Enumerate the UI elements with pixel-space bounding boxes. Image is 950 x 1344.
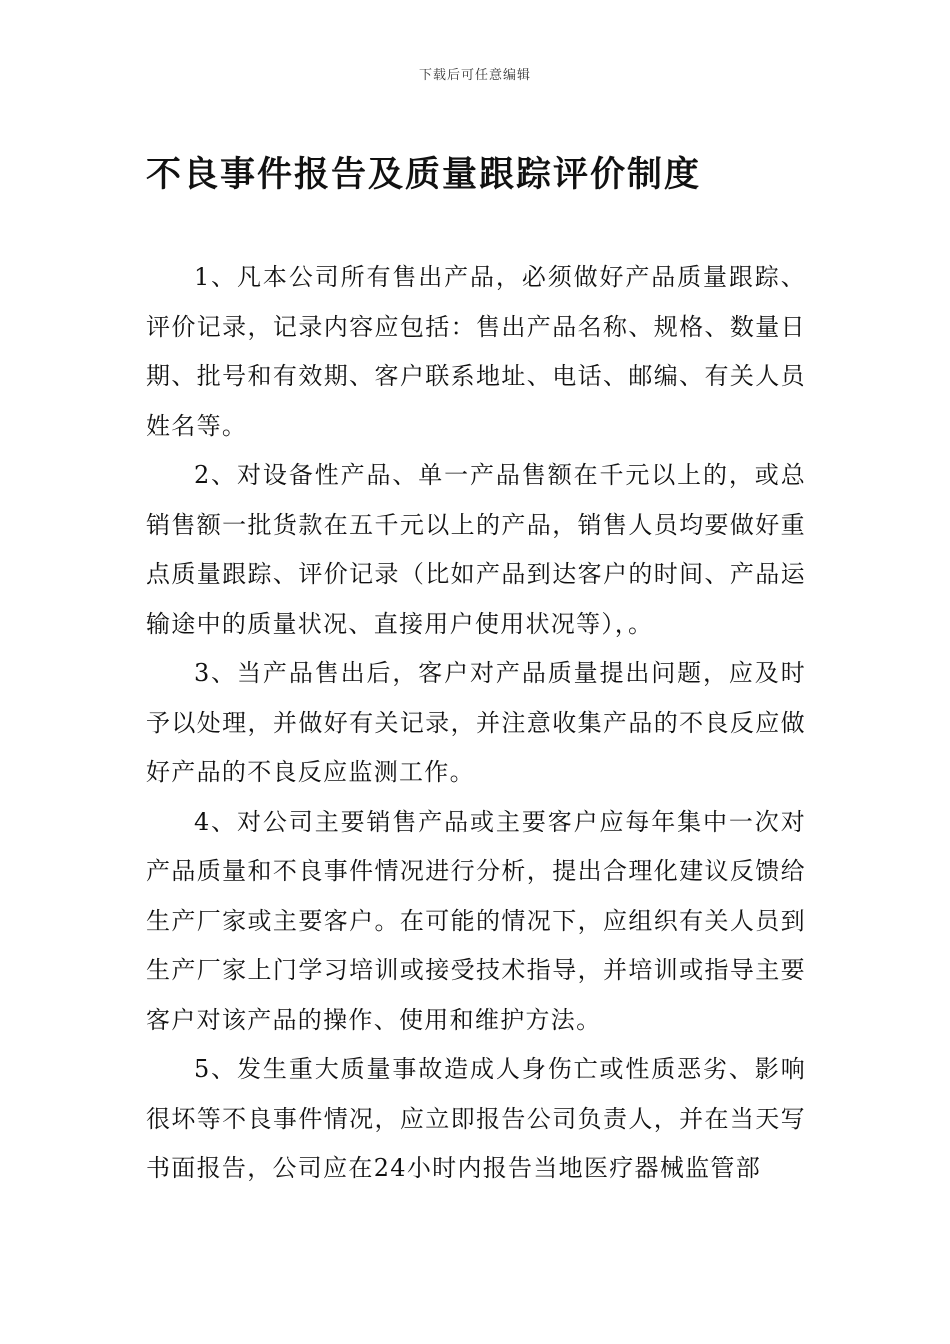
paragraph-2: 2、对设备性产品、单一产品售额在千元以上的，或总销售额一批货款在五千元以上的产品，销售人员均要做好重点质量跟踪、评价记录（比如产品到达客户的时间、产品运输途中的质量状况、直接用户使用状况等），。 [146, 461, 806, 638]
header-note: 下载后可任意编辑 [418, 68, 531, 83]
paragraph-1: 1、凡本公司所有售出产品，必须做好产品质量跟踪、评价记录，记录内容应包括：售出产品名称、规格、数量日期、批号和有效期、客户联系地址、电话、邮编、有关人员姓名等。 [146, 263, 806, 440]
paragraph-4: 4、对公司主要销售产品或主要客户应每年集中一次对产品质量和不良事件情况进行分析，提出合理化建议反馈给生产厂家或主要客户。在可能的情况下，应组织有关人员到生产厂家上门学习培训或接受技术指导，并培训或指导主要客户对该产品的操作、使用和维护方法。 [146, 807, 806, 1034]
document-body [146, 253, 806, 1194]
paragraph-5: 5、发生重大质量事故造成人身伤亡或性质恶劣、影响很坏等不良事件情况，应立即报告公司负责人，并在当天写书面报告，公司应在24小时内报告当地医疗器械监管部 [146, 1055, 806, 1182]
paragraph-3: 3、当产品售出后，客户对产品质量提出问题，应及时予以处理，并做好有关记录，并注意收集产品的不良反应做好产品的不良反应监测工作。 [146, 659, 806, 786]
document-title: 不良事件报告及质量跟踪评价制度 [146, 154, 702, 195]
